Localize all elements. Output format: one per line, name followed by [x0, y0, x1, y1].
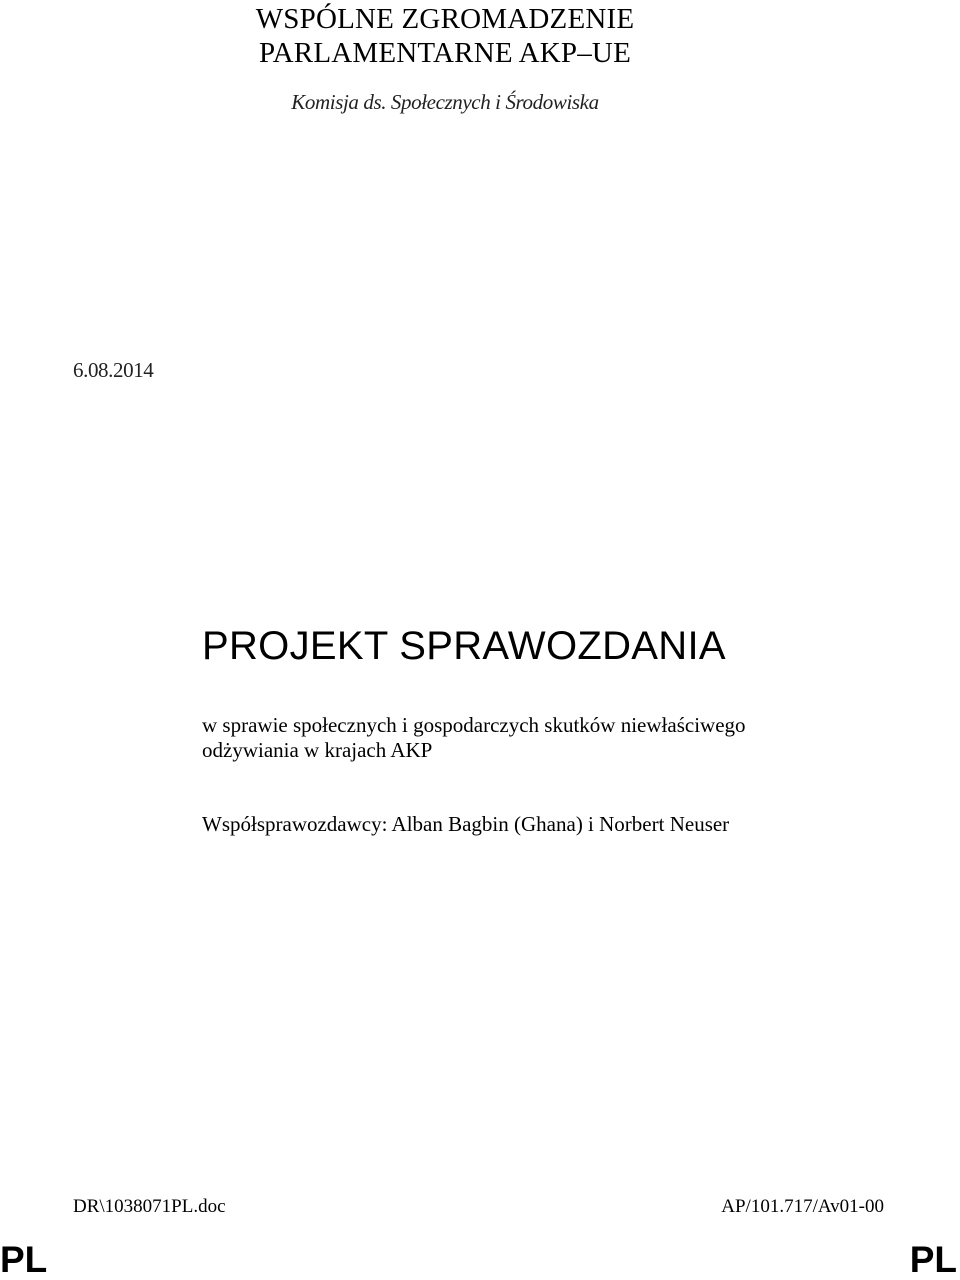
document-date: 6.08.2014 — [73, 358, 154, 382]
assembly-title-line-2: PARLAMENTARNE AKP–UE — [258, 37, 631, 69]
co-rapporteurs: Współsprawozdawcy: Alban Bagbin (Ghana) i Norbert Neuser — [202, 812, 730, 836]
language-code-right: PL — [909, 1239, 957, 1280]
assembly-title-line-1: WSPÓLNE ZGROMADZENIE — [255, 3, 635, 35]
document-heading: PROJEKT SPRAWOZDANIA — [202, 624, 726, 668]
footer-document-number: AP/101.717/Av01-00 — [721, 1196, 884, 1217]
committee-name: Komisja ds. Społecznych i Środowiska — [291, 90, 599, 114]
language-code-left: PL — [0, 1239, 48, 1280]
subject-line-1: w sprawie społecznych i gospodarczych skutków niewłaściwego — [202, 713, 746, 737]
subject-line-2: odżywiania w krajach AKP — [202, 738, 433, 762]
footer-file-reference: DR\1038071PL.doc — [73, 1196, 226, 1217]
